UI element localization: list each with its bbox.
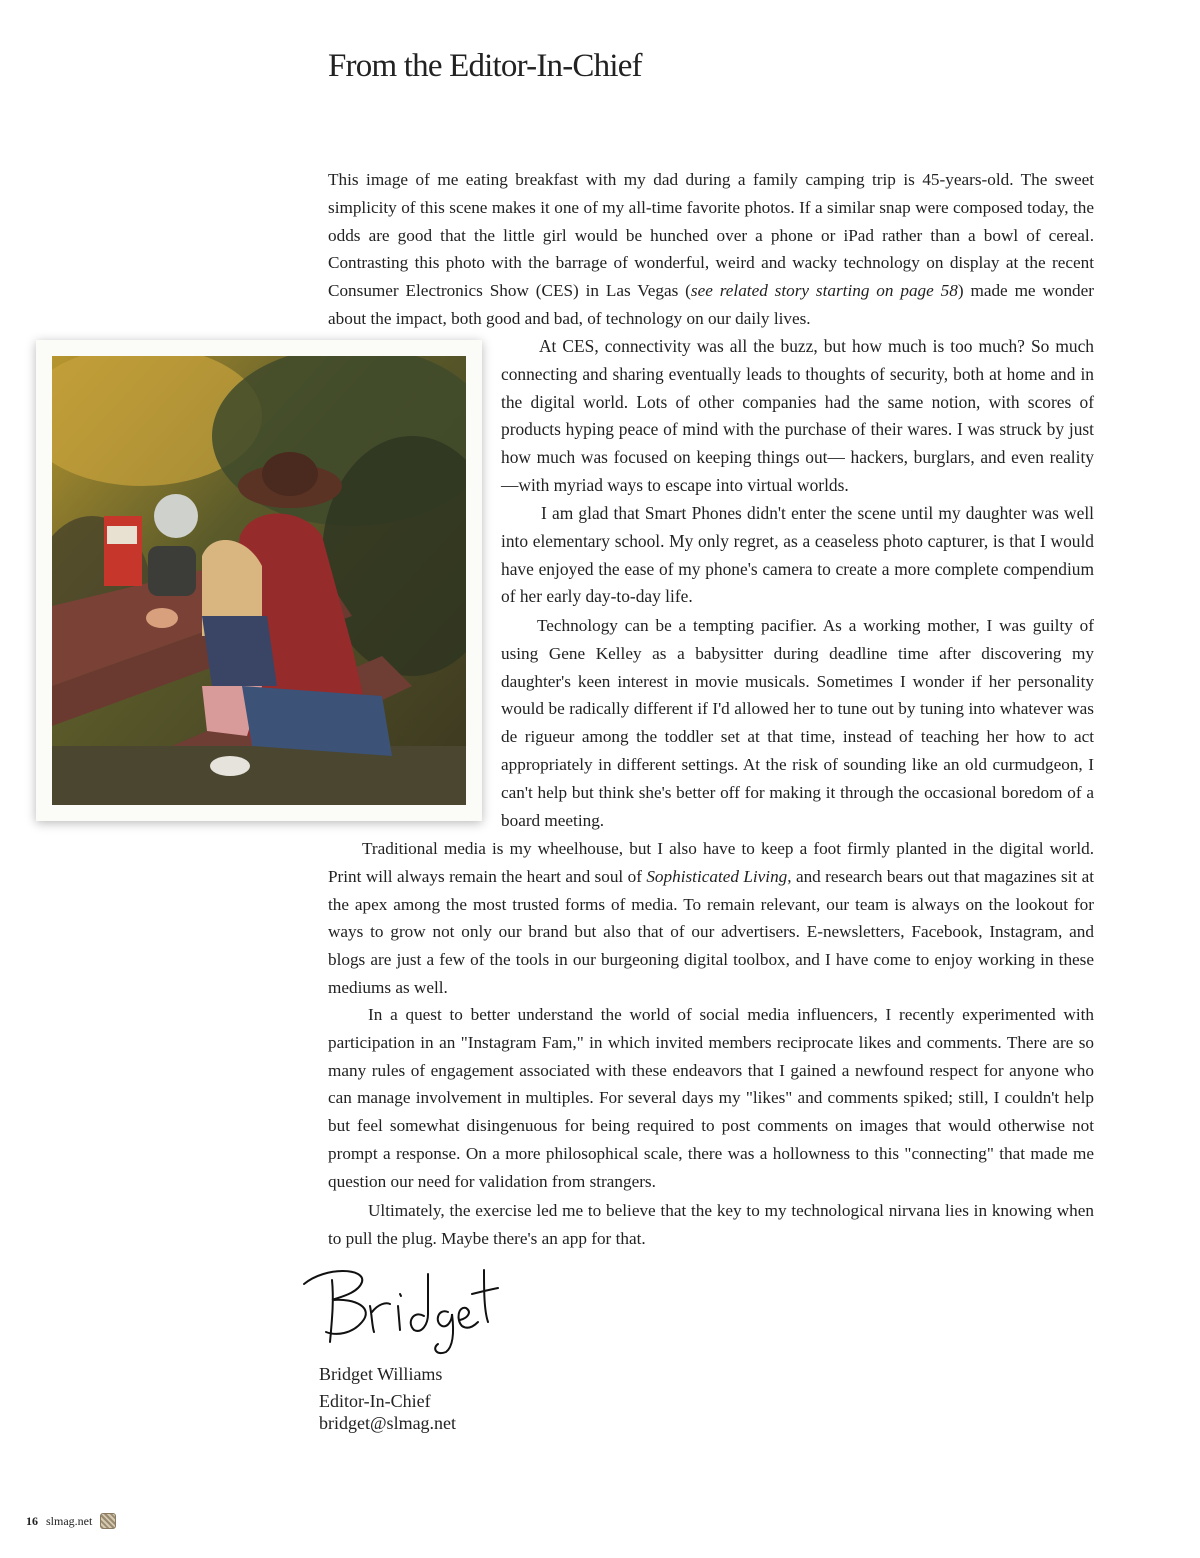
page-title: From the Editor-In-Chief	[328, 48, 642, 84]
paragraph-intro	[328, 166, 1094, 333]
page-number: 16	[26, 1513, 38, 1528]
author-title: Editor-In-Chief	[319, 1391, 431, 1411]
paragraph-smart-phones: I am glad that Smart Phones didn't enter the scene until my daughter was well into elementary school. My only regret, as a ceaseless photo capturer, is that I would have enjoyed the ease of my phone's camera to create a more complete compendium of her early day-to-day life.	[501, 503, 1094, 607]
author-email[interactable]: bridget@slmag.net	[319, 1413, 457, 1433]
paragraph-instagram: In a quest to better understand the world of social media influencers, I recently experimented with participation in an "Instagram Fam," in which invited members reciprocate likes and comments. There are so many rules of engagement associated with these endeavors that I gained a newfound respect for anyone who can manage involvement in multiples. For several days my "likes" and comments spiked; still, I couldn't help but feel somewhat disingenuous for being required to post comments on images that would otherwise not prompt a response. On a more philosophical scale, there was a hollowness to this "connecting" that made me question our need for validation from strangers.	[328, 1005, 1094, 1191]
story-reference: see related story starting on page 58	[690, 281, 958, 301]
paragraph-traditional-media	[328, 835, 1094, 1002]
paragraph-pacifier: Technology can be a tempting pacifier. As a working mother, I was guilty of using Gene Kelley as a babysitter during deadline time after discovering my daughter's keen interest in movie musicals. Sometimes I wonder if her personality would be radically different if I'd allowed her to tune out by tuning into whatever was de rigueur among the toddler set at that time, instead of teaching her how to act appropriately in different settings. At the risk of sounding like an old curmudgeon, I can't help but think she's better off for making it through the occasional boredom of a board meeting.	[501, 616, 1094, 830]
family-photo-frame	[36, 340, 482, 821]
site-url[interactable]: slmag.net	[46, 1513, 93, 1528]
author-name: Bridget Williams	[319, 1364, 443, 1384]
paragraph-traditional-media-end: , and research bears out that magazines sit at the apex among the most trusted forms of media. To remain relevant, our team is always on the lookout for ways to grow not only our brand but also that of our advertisers. E-newsletters, Facebook, Instagram, and blogs are just a few of the tools in our burgeoning digital toolbox, and I have come to enjoy working in these mediums as well.	[328, 866, 1094, 997]
paragraph-traditional-media-text: Traditional media is my wheelhouse, but I also have to keep a foot firmly planted in the digital world. Print will always remain the heart and soul of	[328, 839, 1094, 886]
family-camping-photo	[52, 356, 466, 805]
handwritten-signature	[296, 1260, 506, 1365]
paragraph-conclusion: Ultimately, the exercise led me to believe that the key to my technological nirvana lies in knowing when to pull the plug. Maybe there's an app for that.	[328, 1201, 1094, 1248]
paragraph-intro-text: This image of me eating breakfast with my dad during a family camping trip is 45-years-old. The sweet simplicity of this scene makes it one of my all-time favorite photos. If a similar snap were composed today, the odds are good that the little girl would be hunched over a phone or iPad rather than a bowl of cereal. Contrasting this photo with the barrage of wonderful, weird and wacky technology on display at the recent Consumer Electronics Show (CES) in Las Vegas (	[328, 170, 1094, 301]
paragraph-intro-end: ) made me wonder about the impact, both good and bad, of technology on our daily lives.	[328, 281, 1094, 328]
page-footer	[26, 1513, 116, 1529]
magazine-name: Sophisticated Living	[646, 866, 788, 886]
magazine-logo-icon	[100, 1513, 116, 1529]
paragraph-ces: At CES, connectivity was all the buzz, but how much is too much? So much connecting and sharing eventually leads to thoughts of security, both at home and in the digital world. Lots of other companies had the same notion, with scores of products hyping peace of mind with the purchase of their wares. I was struck by just how much was focused on keeping things out— hackers, burglars, and even reality—with myriad ways to escape into virtual worlds.	[501, 336, 1094, 495]
